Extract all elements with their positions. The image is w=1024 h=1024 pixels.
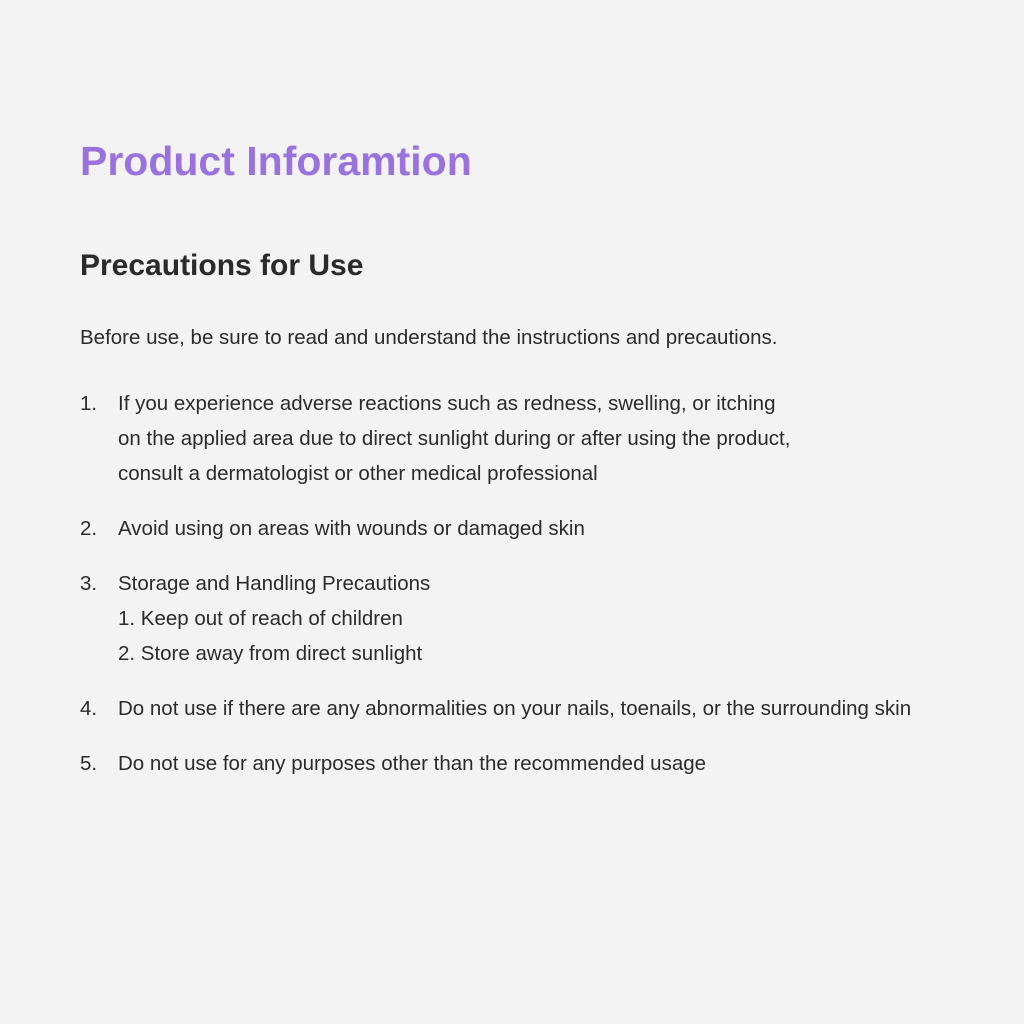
sub-item-line: 2. Store away from direct sunlight — [118, 642, 423, 665]
item-line: Do not use for any purposes other than the recommended usage — [118, 752, 707, 775]
item-number: 3. — [80, 572, 98, 595]
item-line: on the applied area due to direct sunlight during or after using the product, — [118, 427, 791, 450]
item-text — [118, 566, 1010, 671]
item-text — [118, 746, 1010, 781]
item-line: Avoid using on areas with wounds or damaged skin — [118, 517, 585, 540]
item-number: 4. — [80, 697, 98, 720]
intro-text: Before use, be sure to read and understand the instructions and precautions. — [80, 326, 778, 349]
item-text — [118, 511, 1010, 546]
item-number: 1. — [80, 392, 98, 415]
precaution-item-5 — [80, 746, 1010, 781]
precaution-item-2 — [80, 511, 1010, 546]
precaution-item-3 — [80, 566, 1010, 671]
section-heading: Precautions for Use — [80, 249, 364, 282]
page-title: Product Inforamtion — [80, 138, 472, 184]
precaution-item-4 — [80, 691, 1010, 726]
item-number: 5. — [80, 752, 98, 775]
item-number: 2. — [80, 517, 98, 540]
item-line: Storage and Handling Precautions — [118, 572, 431, 595]
item-text — [118, 691, 1010, 726]
item-line: Do not use if there are any abnormalities on your nails, toenails, or the surrounding skin — [118, 697, 912, 720]
sub-item-line: 1. Keep out of reach of children — [118, 607, 403, 630]
item-line: consult a dermatologist or other medical professional — [118, 462, 598, 485]
item-line: If you experience adverse reactions such as redness, swelling, or itching — [118, 392, 776, 415]
precaution-list — [80, 386, 1010, 801]
precaution-item-1 — [80, 386, 1010, 491]
item-text — [118, 386, 1010, 491]
